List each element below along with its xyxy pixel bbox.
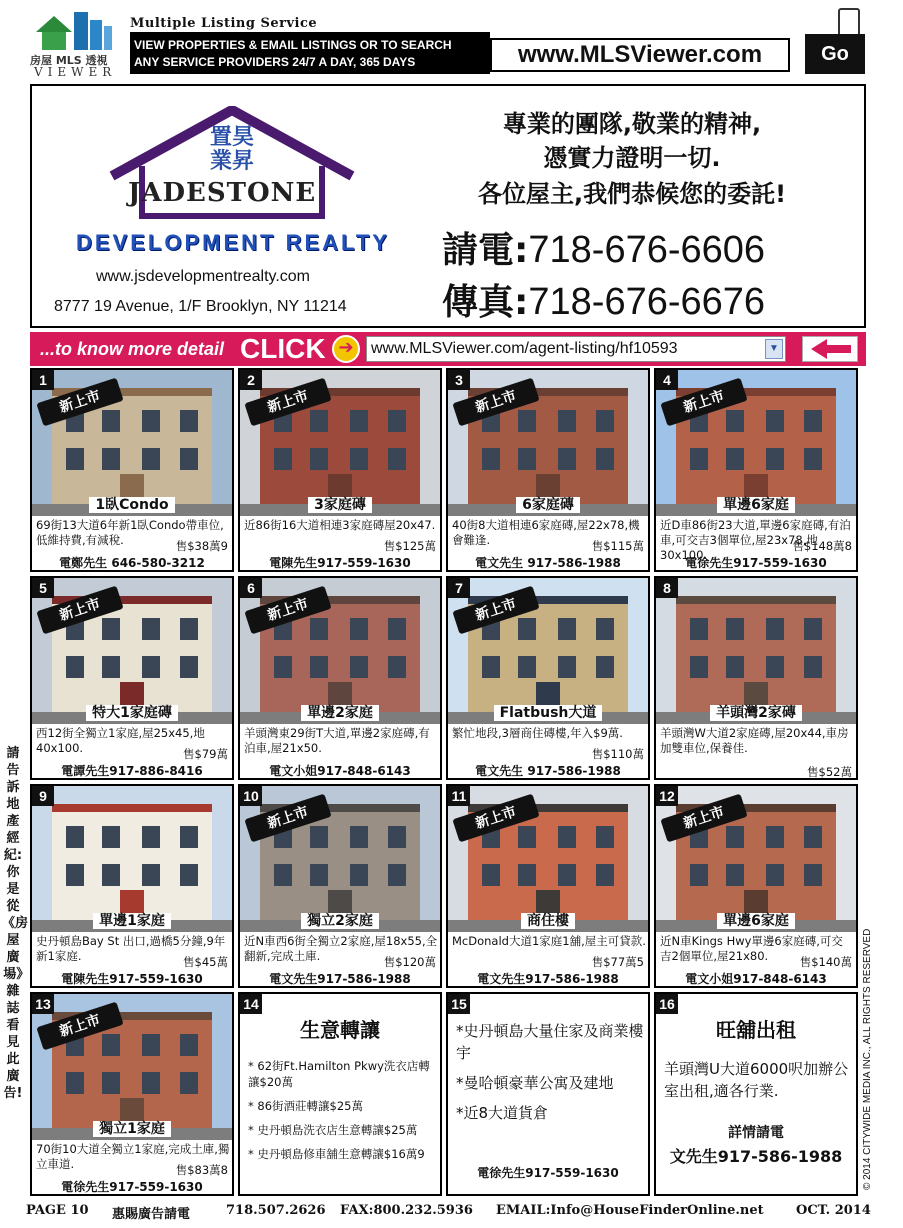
listing-number: 6 bbox=[240, 578, 262, 598]
property-type-text: 羊頭灣2家磚 bbox=[710, 705, 802, 721]
listing-number: 12 bbox=[656, 786, 678, 806]
listing-card[interactable] bbox=[238, 368, 442, 572]
listing-contact[interactable]: 電陳先生917-559-1630 bbox=[61, 972, 203, 986]
listing-price: 售$77萬5 bbox=[591, 955, 644, 969]
text-card-list bbox=[456, 1020, 646, 1132]
listing-card[interactable] bbox=[30, 576, 234, 780]
agent-dev: DEVELOPMENT REALTY bbox=[76, 230, 390, 255]
listing-number: 2 bbox=[240, 370, 262, 390]
text-listing-card[interactable] bbox=[446, 992, 650, 1196]
text-card-item: * 史丹頓島修車舖生意轉讓$16萬9 bbox=[248, 1147, 425, 1161]
new-listing-badge: 新上市 bbox=[36, 586, 123, 635]
listing-card[interactable] bbox=[446, 576, 650, 780]
property-type-label bbox=[656, 910, 856, 930]
agent-address: 8777 19 Avenue, 1/F Brooklyn, NY 11214 bbox=[54, 298, 347, 315]
text-card-list bbox=[248, 1058, 438, 1170]
service-line-2: ANY SERVICE PROVIDERS 24/7 A DAY, 365 DAYS bbox=[134, 55, 416, 69]
new-listing-badge: 新上市 bbox=[660, 378, 747, 427]
listing-price: 售$125萬 bbox=[383, 539, 436, 553]
listing-price: 售$38萬9 bbox=[175, 539, 228, 553]
property-type-label bbox=[656, 494, 856, 514]
text-listing-card[interactable] bbox=[654, 992, 858, 1196]
listing-number: 7 bbox=[448, 578, 470, 598]
listing-number: 11 bbox=[448, 786, 470, 806]
listing-card[interactable] bbox=[238, 576, 442, 780]
copyright: © 2014 CITYWIDE MEDIA INC., ALL RIGHTS RESERVED bbox=[862, 928, 873, 1190]
arrow-left-icon bbox=[803, 337, 857, 361]
agent-cn-name-1: 置昊 bbox=[209, 125, 254, 150]
listing-number: 1 bbox=[32, 370, 54, 390]
agent-cn-name bbox=[190, 126, 274, 174]
listing-number: 13 bbox=[32, 994, 54, 1014]
service-line-1: VIEW PROPERTIES & EMAIL LISTINGS OR TO SEARCH bbox=[134, 38, 452, 52]
listing-contact[interactable]: 電陳先生917-559-1630 bbox=[269, 556, 411, 570]
listing-card[interactable] bbox=[654, 368, 858, 572]
text-card-item: *曼哈頓豪華公寓及建地 bbox=[456, 1074, 614, 1092]
page-number: PAGE 10 bbox=[26, 1203, 89, 1218]
listing-number: 10 bbox=[240, 786, 262, 806]
new-listing-badge: 新上市 bbox=[660, 794, 747, 843]
top-banner bbox=[0, 0, 903, 78]
listing-contact[interactable]: 電文小姐917-848-6143 bbox=[685, 972, 827, 986]
listing-description: 羊頭灣東29街T大道,單邊2家庭磚,有泊車,屋21x50. bbox=[244, 726, 430, 755]
listing-price: 售$120萬 bbox=[383, 955, 436, 969]
new-listing-badge: 新上市 bbox=[244, 378, 331, 427]
listing-price: 售$52萬 bbox=[807, 765, 852, 779]
property-type-label bbox=[240, 702, 440, 722]
text-card-item: *近8大道貨倉 bbox=[456, 1104, 549, 1122]
listing-number: 4 bbox=[656, 370, 678, 390]
property-type-label bbox=[240, 494, 440, 514]
house-logo-icon bbox=[34, 12, 114, 52]
new-listing-badge: 新上市 bbox=[36, 378, 123, 427]
new-listing-badge: 新上市 bbox=[452, 378, 539, 427]
listing-contact[interactable]: 電文先生917-586-1988 bbox=[269, 972, 411, 986]
listing-contact[interactable]: 電譚先生917-886-8416 bbox=[61, 764, 203, 778]
text-card-item: * 86街酒莊轉讓$25萬 bbox=[248, 1099, 363, 1113]
slogan-1: 專業的團隊,敬業的精神, bbox=[502, 110, 762, 138]
property-type-label bbox=[32, 1118, 232, 1138]
footer-email[interactable]: EMAIL:Info@HouseFinderOnline.net bbox=[496, 1203, 764, 1218]
fax-label: 傳真: bbox=[442, 282, 529, 323]
logo-viewer-text: VIEWER bbox=[34, 65, 117, 79]
slogan-2: 憑實力證明一切. bbox=[543, 144, 721, 172]
listing-number: 15 bbox=[448, 994, 470, 1014]
property-type-text: 單邊6家庭 bbox=[717, 497, 795, 513]
new-listing-badge: 新上市 bbox=[36, 1002, 123, 1051]
listing-contact[interactable]: 電文先生 917-586-1988 bbox=[475, 764, 621, 778]
logo-cn-text: 房屋 MLS 透視 bbox=[30, 54, 108, 67]
property-type-text: 商住樓 bbox=[521, 913, 575, 929]
listing-card[interactable] bbox=[30, 992, 234, 1196]
property-type-label bbox=[240, 910, 440, 930]
listing-description: McDonald大道1家庭1舖,屋主可貸款. bbox=[452, 934, 646, 948]
listing-description: 近N車西6街全獨立2家庭,屋18x55,全翻新,完成土庫. bbox=[244, 934, 438, 963]
listing-card[interactable] bbox=[654, 576, 858, 780]
new-listing-badge: 新上市 bbox=[452, 586, 539, 635]
agent-fax bbox=[442, 274, 765, 325]
listing-contact[interactable]: 電鄭先生 646-580-3212 bbox=[59, 556, 205, 570]
text-card-contact[interactable]: 電徐先生917-559-1630 bbox=[477, 1166, 619, 1180]
text-card-title: 生意轉讓 bbox=[300, 1018, 380, 1042]
go-button[interactable]: Go bbox=[805, 34, 865, 74]
listing-number: 9 bbox=[32, 786, 54, 806]
listing-contact[interactable]: 電徐先生917-559-1630 bbox=[61, 1180, 203, 1194]
property-type-label bbox=[448, 910, 648, 930]
mls-viewer-logo[interactable] bbox=[28, 6, 120, 79]
property-type-text: 3家庭磚 bbox=[308, 497, 372, 513]
listing-price: 售$140萬 bbox=[799, 955, 852, 969]
listing-card[interactable] bbox=[446, 368, 650, 572]
footer-tel: 718.507.2626 bbox=[226, 1203, 326, 1218]
side-notice: 請告訴地產經紀:你是從《房屋廣場》雜誌看見此廣告! bbox=[2, 746, 29, 1101]
property-type-label bbox=[656, 702, 856, 722]
listing-price: 售$79萬 bbox=[183, 747, 228, 761]
listing-card[interactable] bbox=[30, 368, 234, 572]
listing-number: 16 bbox=[656, 994, 678, 1014]
property-type-text: Flatbush大道 bbox=[494, 705, 603, 721]
listing-description: 近D車86街23大道,單邊6家庭磚,有泊車,可交吉3個單位,屋23x78,地30x100. bbox=[660, 518, 851, 562]
agent-tel bbox=[442, 222, 765, 273]
listing-description: 近N車Kings Hwy單邊6家庭磚,可交吉2個單位,屋21x80. bbox=[660, 934, 843, 963]
text-card-contact: 詳情請電 bbox=[728, 1125, 784, 1141]
listing-contact[interactable]: 電文先生917-586-1988 bbox=[477, 972, 619, 986]
fax-number: 718-676-6676 bbox=[528, 281, 766, 323]
listing-card[interactable] bbox=[30, 784, 234, 988]
listing-number: 3 bbox=[448, 370, 470, 390]
listing-price: 售$45萬 bbox=[183, 955, 228, 969]
listing-contact[interactable]: 電徐先生917-559-1630 bbox=[685, 556, 827, 570]
property-type-text: 6家庭磚 bbox=[516, 497, 580, 513]
property-type-text: 獨立2家庭 bbox=[301, 913, 379, 929]
footer bbox=[26, 1203, 876, 1223]
property-type-text: 1臥Condo bbox=[89, 497, 174, 513]
listing-description: 繁忙地段,3層商住磚樓,年入$9萬. bbox=[452, 726, 623, 740]
listing-price: 售$83萬8 bbox=[175, 1163, 228, 1177]
listing-contact[interactable]: 電文先生 917-586-1988 bbox=[475, 556, 621, 570]
text-card-item: * 62街Ft.Hamilton Pkwy洗衣店轉讓$20萬 bbox=[248, 1059, 430, 1089]
listing-price: 售$110萬 bbox=[591, 747, 644, 761]
listing-description: 40街8大道相連6家庭磚,屋22x78,機會難逢. bbox=[452, 518, 640, 547]
site-url-link[interactable]: www.MLSViewer.com bbox=[490, 38, 790, 72]
tel-number[interactable]: 718-676-6606 bbox=[528, 229, 766, 271]
service-bar bbox=[130, 34, 490, 74]
property-type-label bbox=[32, 702, 232, 722]
tel-label: 請電: bbox=[442, 230, 529, 271]
text-card-item: *史丹頓島大量住家及商業樓宇 bbox=[456, 1022, 644, 1062]
ad-call: 惠賜廣告請電 bbox=[112, 1207, 191, 1222]
listing-description: 近86街16大道相連3家庭磚屋20x47. bbox=[244, 518, 436, 532]
agent-ad bbox=[30, 84, 866, 328]
click-bar bbox=[30, 332, 866, 366]
agent-listing-url-field[interactable] bbox=[366, 336, 786, 362]
property-type-text: 單邊1家庭 bbox=[93, 913, 171, 929]
text-card-item: 羊頭灣U大道6000呎加辦公室出租,適各行業. bbox=[664, 1060, 849, 1100]
click-button[interactable]: CLICK bbox=[240, 333, 326, 364]
agent-website-link[interactable]: www.jsdevelopmentrealty.com bbox=[96, 268, 311, 285]
listing-card[interactable] bbox=[238, 784, 442, 988]
footer-date: OCT. 2014 bbox=[796, 1203, 871, 1218]
text-listing-card[interactable] bbox=[238, 992, 442, 1196]
property-type-text: 單邊2家庭 bbox=[301, 705, 379, 721]
arrow-right-icon[interactable]: ➔ bbox=[332, 335, 360, 363]
click-bar-text: ...to know more detail bbox=[40, 339, 225, 359]
property-type-text: 獨立1家庭 bbox=[93, 1121, 171, 1137]
listing-contact[interactable]: 電文小姐917-848-6143 bbox=[269, 764, 411, 778]
text-card-item: * 史丹頓島洗衣店生意轉讓$25萬 bbox=[248, 1123, 418, 1137]
agent-name: JADESTONE bbox=[128, 178, 317, 208]
chevron-down-icon[interactable]: ▼ bbox=[765, 339, 783, 359]
property-type-text: 單邊6家庭 bbox=[717, 913, 795, 929]
listing-price: 售$148萬8 bbox=[792, 539, 852, 553]
back-arrow-button[interactable] bbox=[802, 336, 858, 362]
agent-cn-name-2: 業昇 bbox=[209, 149, 254, 174]
listing-description: 西12街全獨立1家庭,屋25x45,地40x100. bbox=[36, 726, 205, 755]
property-type-label bbox=[448, 494, 648, 514]
listing-description: 69街13大道6年新1臥Condo帶車位,低維持費,有減稅. bbox=[36, 518, 224, 547]
listing-description: 史丹頓島Bay St 出口,過橋5分鐘,9年新1家庭. bbox=[36, 934, 226, 963]
listing-number: 5 bbox=[32, 578, 54, 598]
listing-number: 8 bbox=[656, 578, 678, 598]
listing-description: 羊頭灣W大道2家庭磚,屋20x44,車房加雙車位,保養佳. bbox=[660, 726, 849, 755]
text-card-title: 旺舖出租 bbox=[716, 1018, 796, 1042]
listing-price: 售$115萬 bbox=[591, 539, 644, 553]
new-listing-badge: 新上市 bbox=[452, 794, 539, 843]
listing-description: 70街10大道全獨立1家庭,完成土庫,獨立車道. bbox=[36, 1142, 230, 1171]
new-listing-badge: 新上市 bbox=[244, 794, 331, 843]
slogan-3: 各位屋主,我們恭候您的委託! bbox=[477, 180, 787, 208]
text-card-contact-2[interactable]: 文先生917-586-1988 bbox=[669, 1147, 843, 1166]
text-card-list bbox=[664, 1058, 854, 1110]
listing-card[interactable] bbox=[654, 784, 858, 988]
property-type-label bbox=[448, 702, 648, 722]
new-listing-badge: 新上市 bbox=[244, 586, 331, 635]
listing-number: 14 bbox=[240, 994, 262, 1014]
property-type-label bbox=[32, 910, 232, 930]
listing-card[interactable] bbox=[446, 784, 650, 988]
footer-fax: FAX:800.232.5936 bbox=[340, 1203, 473, 1218]
property-type-text: 特大1家庭磚 bbox=[86, 705, 178, 721]
agent-listing-url: www.MLSViewer.com/agent-listing/hf10593 bbox=[371, 340, 678, 357]
mls-title: Multiple Listing Service bbox=[130, 16, 318, 31]
property-type-label bbox=[32, 494, 232, 514]
